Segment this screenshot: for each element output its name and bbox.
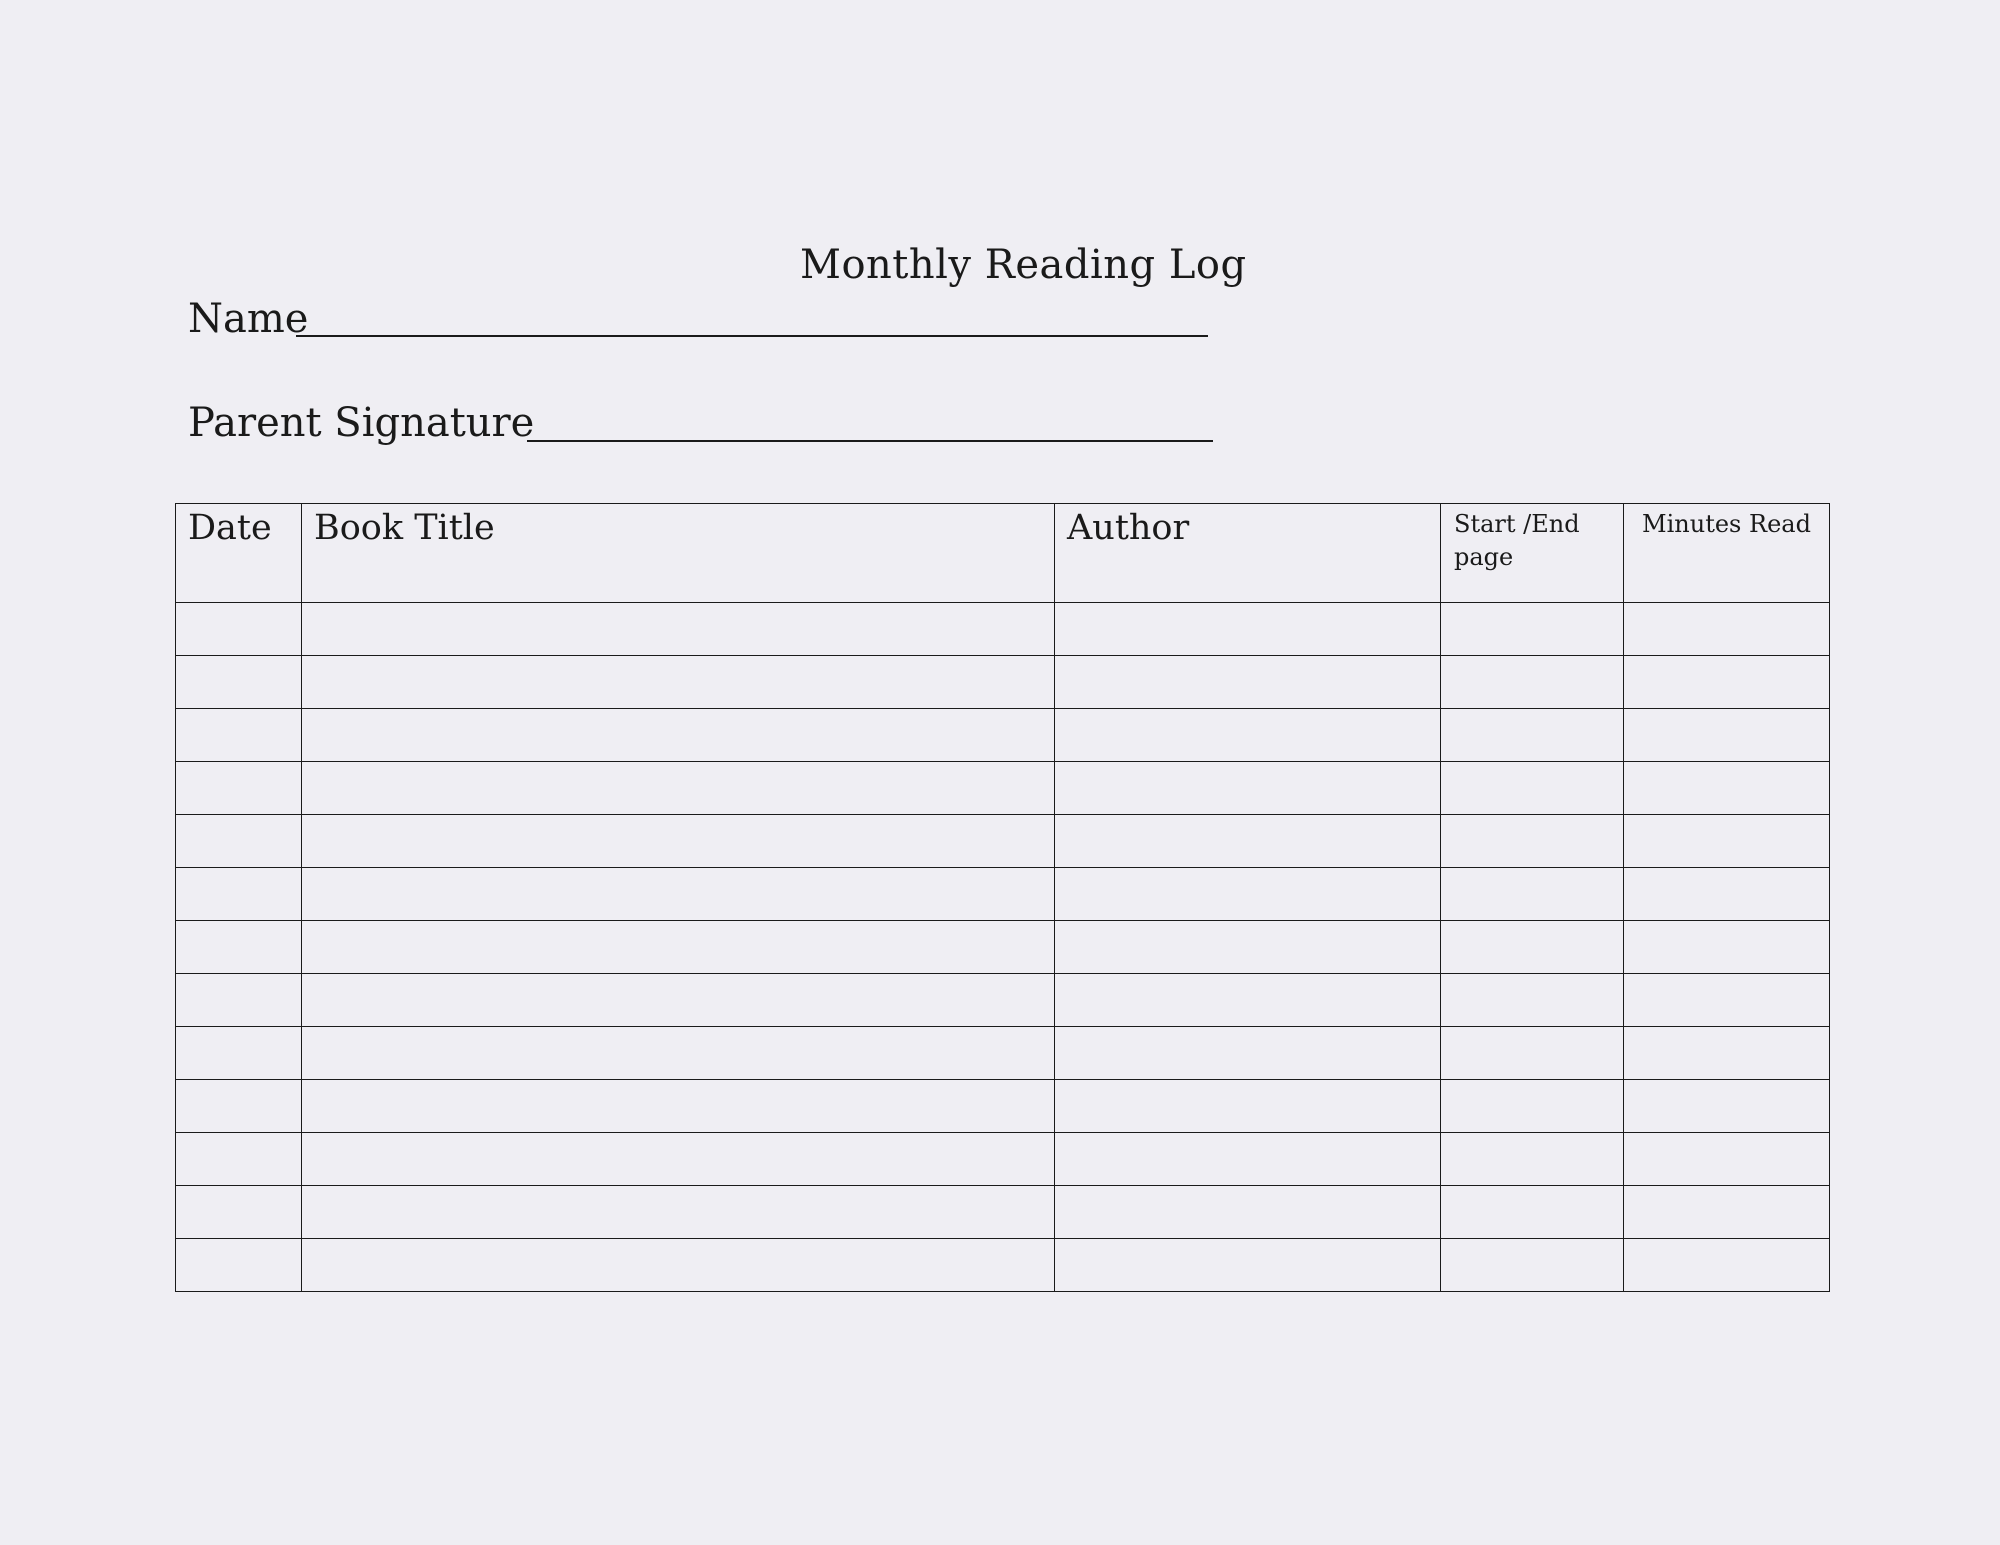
date-cell[interactable] <box>176 603 302 656</box>
author-cell[interactable] <box>1055 709 1441 762</box>
minutes-read-cell[interactable] <box>1624 603 1830 656</box>
start-end-page-cell[interactable] <box>1441 1186 1624 1239</box>
book-title-cell[interactable] <box>302 1027 1055 1080</box>
minutes-read-cell[interactable] <box>1624 656 1830 709</box>
table-row <box>176 921 1830 974</box>
header-start-end-page: Start /End page <box>1441 504 1624 603</box>
date-cell[interactable] <box>176 974 302 1027</box>
start-end-page-cell[interactable] <box>1441 762 1624 815</box>
author-cell[interactable] <box>1055 603 1441 656</box>
date-cell[interactable] <box>176 656 302 709</box>
start-end-page-cell[interactable] <box>1441 868 1624 921</box>
minutes-read-cell[interactable] <box>1624 1186 1830 1239</box>
book-title-cell[interactable] <box>302 1186 1055 1239</box>
book-title-cell[interactable] <box>302 868 1055 921</box>
author-cell[interactable] <box>1055 1133 1441 1186</box>
author-cell[interactable] <box>1055 1027 1441 1080</box>
book-title-cell[interactable] <box>302 762 1055 815</box>
start-end-page-cell[interactable] <box>1441 921 1624 974</box>
date-cell[interactable] <box>176 921 302 974</box>
name-field-line[interactable] <box>296 335 1208 337</box>
header-book-title: Book Title <box>302 504 1055 603</box>
minutes-read-cell[interactable] <box>1624 974 1830 1027</box>
minutes-read-cell[interactable] <box>1624 1239 1830 1292</box>
parent-signature-field-line[interactable] <box>527 440 1213 442</box>
date-cell[interactable] <box>176 868 302 921</box>
table-row <box>176 1133 1830 1186</box>
minutes-read-cell[interactable] <box>1624 815 1830 868</box>
date-cell[interactable] <box>176 1027 302 1080</box>
start-end-page-cell[interactable] <box>1441 1133 1624 1186</box>
author-cell[interactable] <box>1055 974 1441 1027</box>
start-end-page-cell[interactable] <box>1441 1239 1624 1292</box>
header-date: Date <box>176 504 302 603</box>
book-title-cell[interactable] <box>302 974 1055 1027</box>
date-cell[interactable] <box>176 1239 302 1292</box>
date-cell[interactable] <box>176 709 302 762</box>
header-minutes-read: Minutes Read <box>1624 504 1830 603</box>
start-end-page-cell[interactable] <box>1441 656 1624 709</box>
date-cell[interactable] <box>176 762 302 815</box>
table-row <box>176 1027 1830 1080</box>
book-title-cell[interactable] <box>302 1239 1055 1292</box>
book-title-cell[interactable] <box>302 603 1055 656</box>
table-row <box>176 815 1830 868</box>
minutes-read-cell[interactable] <box>1624 709 1830 762</box>
date-cell[interactable] <box>176 1133 302 1186</box>
book-title-cell[interactable] <box>302 815 1055 868</box>
book-title-cell[interactable] <box>302 1080 1055 1133</box>
minutes-read-cell[interactable] <box>1624 762 1830 815</box>
table-row <box>176 603 1830 656</box>
table-row <box>176 1080 1830 1133</box>
author-cell[interactable] <box>1055 815 1441 868</box>
table-header-row <box>176 504 1830 603</box>
book-title-cell[interactable] <box>302 656 1055 709</box>
minutes-read-cell[interactable] <box>1624 1027 1830 1080</box>
author-cell[interactable] <box>1055 656 1441 709</box>
start-end-page-cell[interactable] <box>1441 1080 1624 1133</box>
page-title: Monthly Reading Log <box>800 242 1247 288</box>
minutes-read-cell[interactable] <box>1624 921 1830 974</box>
name-label: Name <box>188 296 309 342</box>
table-row <box>176 762 1830 815</box>
minutes-read-cell[interactable] <box>1624 868 1830 921</box>
minutes-read-cell[interactable] <box>1624 1080 1830 1133</box>
author-cell[interactable] <box>1055 1239 1441 1292</box>
start-end-page-cell[interactable] <box>1441 603 1624 656</box>
author-cell[interactable] <box>1055 1186 1441 1239</box>
author-cell[interactable] <box>1055 762 1441 815</box>
parent-signature-label: Parent Signature <box>188 400 535 446</box>
start-end-page-cell[interactable] <box>1441 815 1624 868</box>
book-title-cell[interactable] <box>302 921 1055 974</box>
header-author: Author <box>1055 504 1441 603</box>
minutes-read-cell[interactable] <box>1624 1133 1830 1186</box>
author-cell[interactable] <box>1055 1080 1441 1133</box>
date-cell[interactable] <box>176 1080 302 1133</box>
book-title-cell[interactable] <box>302 1133 1055 1186</box>
table-row <box>176 868 1830 921</box>
start-end-page-cell[interactable] <box>1441 974 1624 1027</box>
author-cell[interactable] <box>1055 868 1441 921</box>
table-row <box>176 1186 1830 1239</box>
start-end-page-cell[interactable] <box>1441 1027 1624 1080</box>
reading-log-table <box>175 503 1830 1292</box>
start-end-page-cell[interactable] <box>1441 709 1624 762</box>
table-row <box>176 1239 1830 1292</box>
table-row <box>176 974 1830 1027</box>
table-row <box>176 656 1830 709</box>
author-cell[interactable] <box>1055 921 1441 974</box>
date-cell[interactable] <box>176 1186 302 1239</box>
table-row <box>176 709 1830 762</box>
date-cell[interactable] <box>176 815 302 868</box>
book-title-cell[interactable] <box>302 709 1055 762</box>
